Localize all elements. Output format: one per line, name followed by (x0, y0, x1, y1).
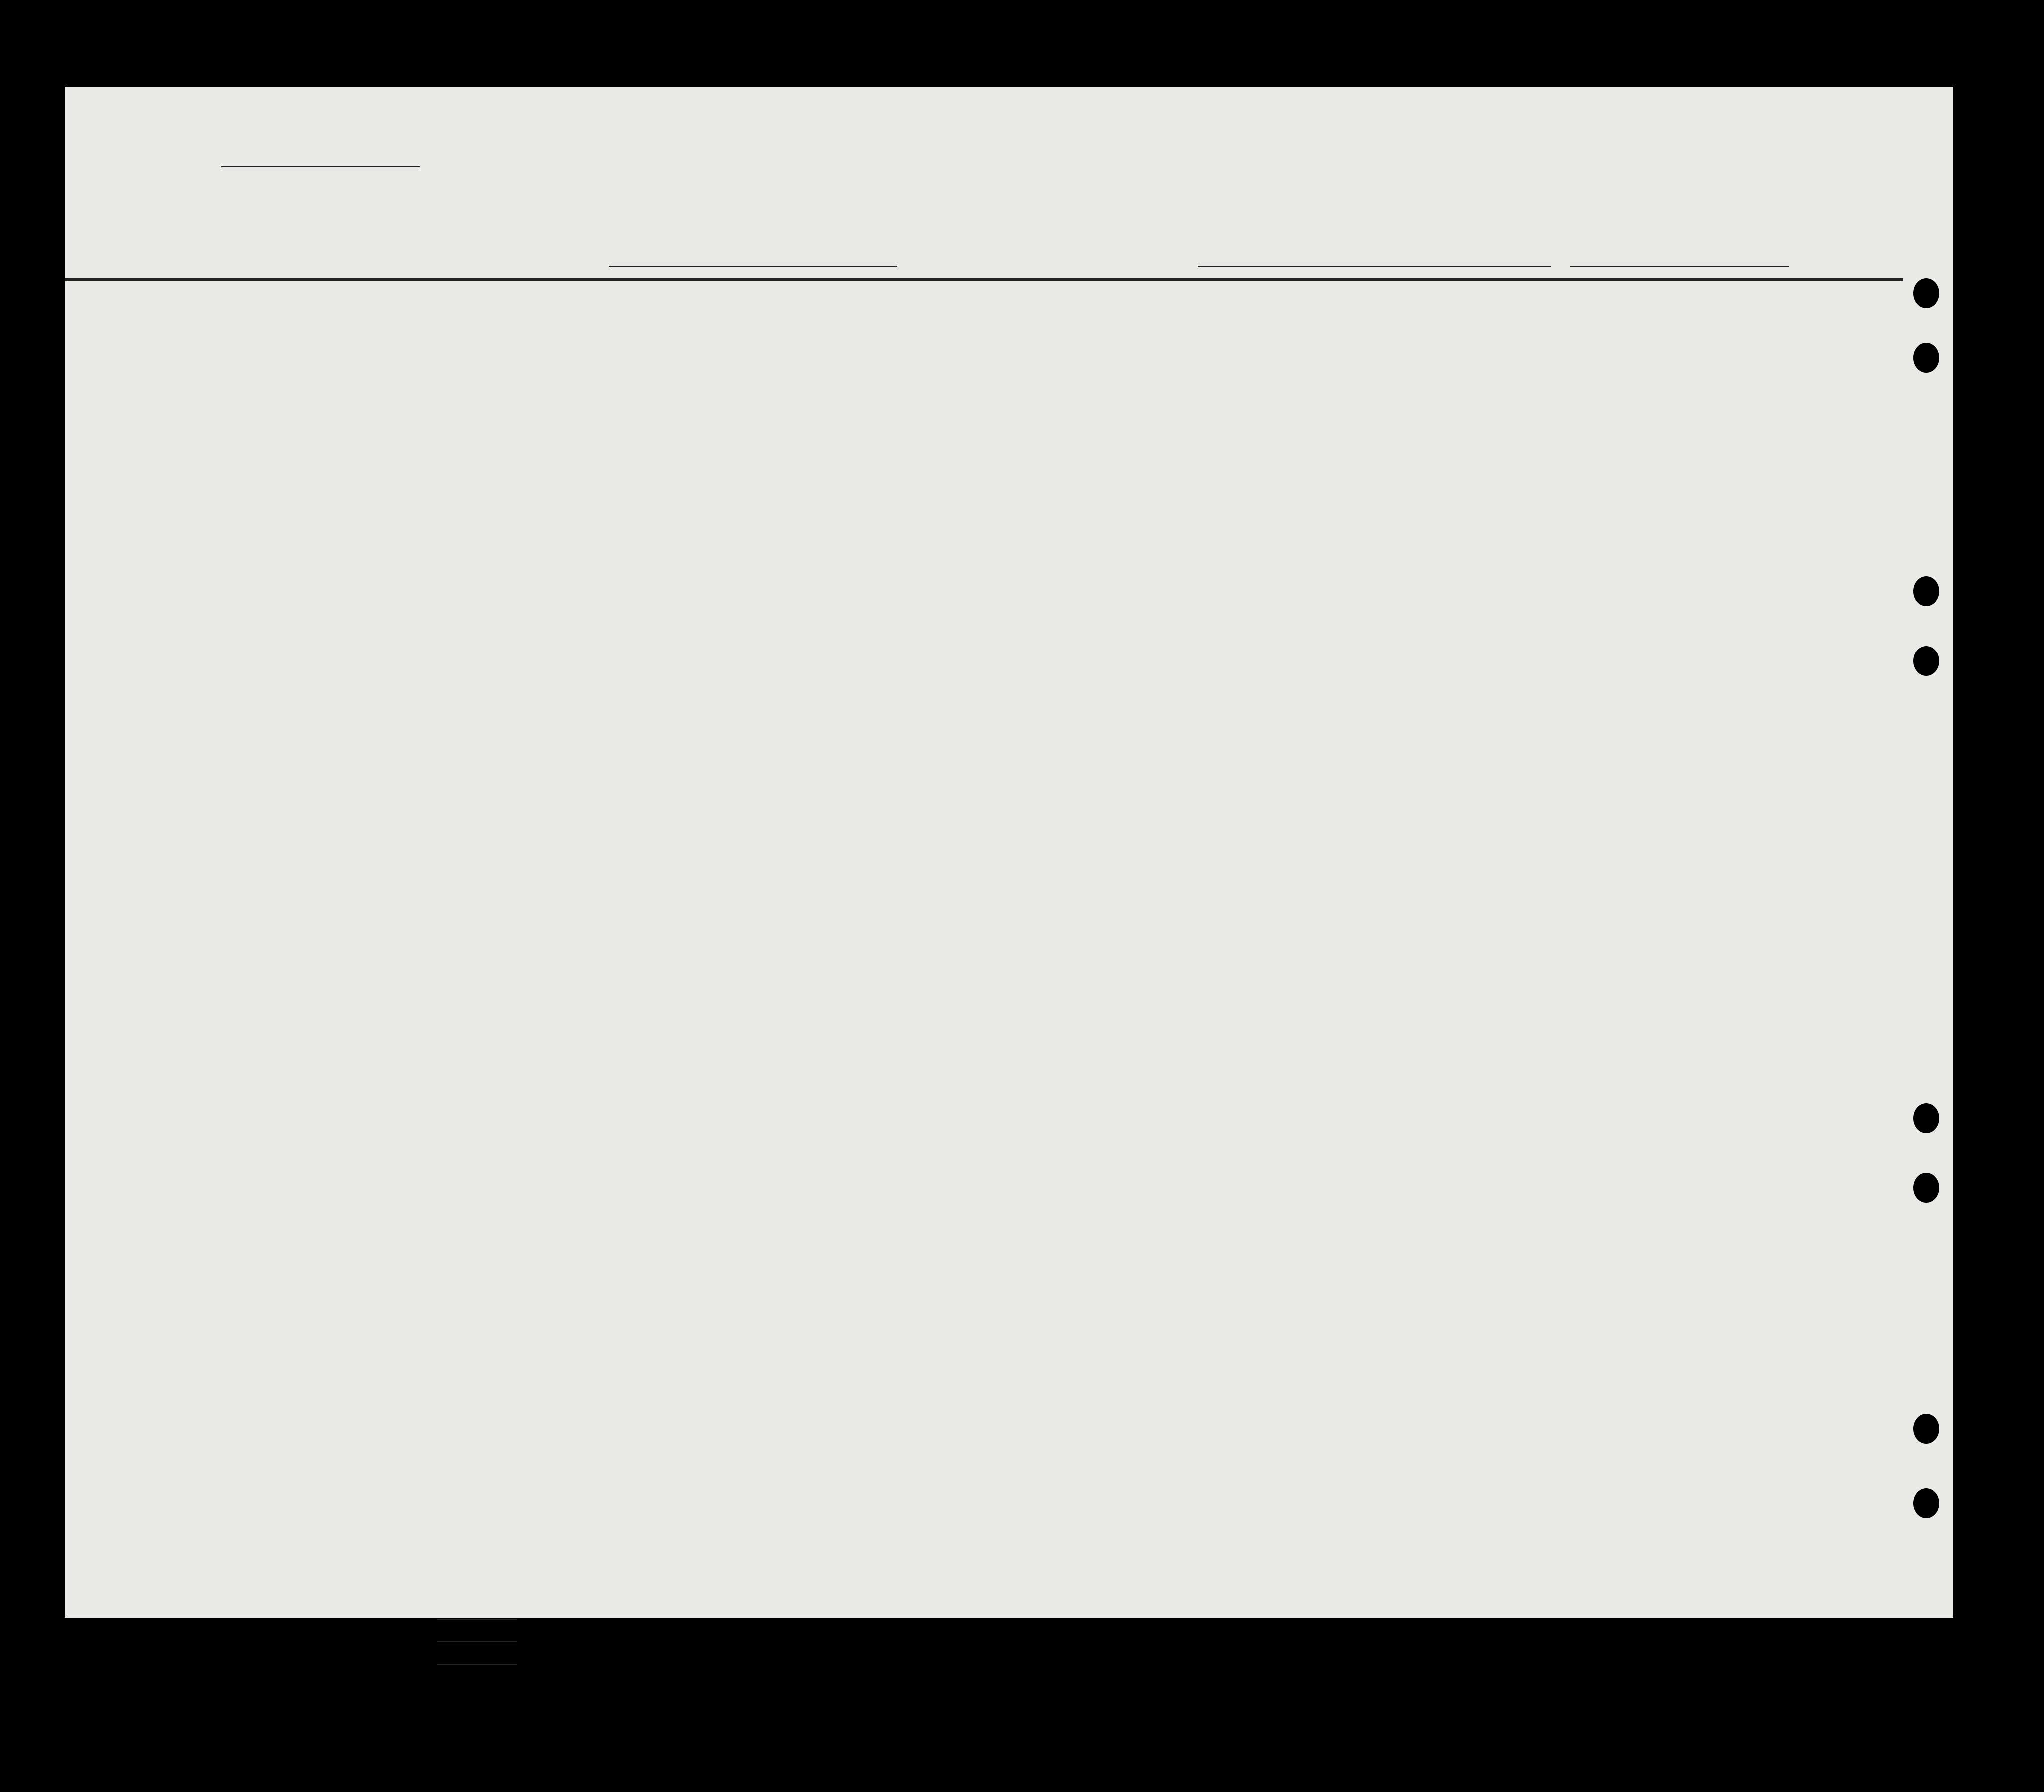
total-passengers-line (437, 1619, 517, 1620)
us-citizens-line (437, 1641, 517, 1642)
aliens-line (437, 1664, 517, 1665)
